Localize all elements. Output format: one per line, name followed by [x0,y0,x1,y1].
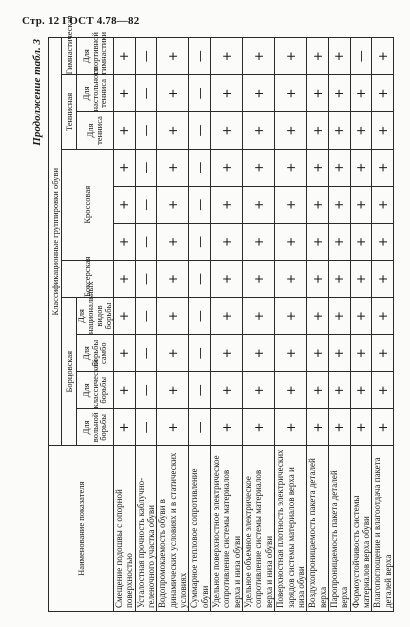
applicability-mark: + [114,38,136,75]
table-row [211,38,243,612]
applicability-mark: + [243,149,275,186]
applicability-mark: — [189,372,211,409]
indicator-label: Влагопоглощение и влагоотдача пакета деталей верха [372,446,394,612]
applicability-mark: + [157,38,189,75]
applicability-mark: — [135,223,157,260]
applicability-mark: + [211,112,243,149]
applicability-mark: — [135,186,157,223]
applicability-mark: + [211,409,243,446]
applicability-mark: + [372,260,394,297]
subcol-tennis: Для тенниса [77,112,114,149]
indicator-label: Формоустойчивость системы материалов верха обуви [350,446,372,612]
applicability-mark: + [211,298,243,335]
applicability-mark: + [275,149,307,186]
table-row [243,38,275,612]
applicability-mark: — [189,38,211,75]
applicability-mark: + [243,186,275,223]
applicability-mark: + [157,75,189,112]
applicability-mark: + [350,149,372,186]
applicability-mark: + [372,149,394,186]
applicability-mark: + [328,38,350,75]
applicability-mark: + [211,186,243,223]
applicability-mark: — [135,38,157,75]
applicability-mark: + [211,38,243,75]
indicator-label: Смещение подошвы с опорной поверхностью [114,446,136,612]
applicability-mark: + [211,372,243,409]
applicability-mark: + [372,75,394,112]
applicability-mark: + [328,223,350,260]
applicability-mark: + [372,298,394,335]
table-row [114,38,136,612]
applicability-mark: + [275,112,307,149]
table-row [372,38,394,612]
applicability-mark: + [307,38,329,75]
indicator-label: Суммарное тепловое сопротивление обуви [189,446,211,612]
table-row [307,38,329,612]
applicability-mark: + [275,372,307,409]
applicability-mark: + [307,409,329,446]
applicability-mark: + [275,38,307,75]
applicability-mark: + [350,186,372,223]
applicability-mark: + [211,223,243,260]
subcol-sambo: Для борьбы самбо [77,335,114,372]
applicability-mark: + [114,298,136,335]
applicability-mark: + [275,186,307,223]
applicability-mark: + [307,335,329,372]
applicability-mark: + [328,298,350,335]
applicability-mark: + [307,260,329,297]
applicability-mark: + [275,75,307,112]
applicability-mark: — [189,335,211,372]
applicability-mark: — [189,186,211,223]
applicability-mark: + [350,372,372,409]
applicability-mark: + [372,38,394,75]
applicability-mark: + [243,223,275,260]
applicability-mark: + [328,75,350,112]
table-row [189,38,211,612]
applicability-mark: + [211,260,243,297]
applicability-mark: + [114,372,136,409]
applicability-mark: + [350,75,372,112]
applicability-mark: + [114,149,136,186]
applicability-mark: + [307,298,329,335]
applicability-mark: + [372,112,394,149]
applicability-mark: + [114,260,136,297]
applicability-mark: + [307,149,329,186]
table-row [135,38,157,612]
indicator-label: Поверхностная плотность электрических зарядов системы материалов верха и низа обуви [275,446,307,612]
applicability-mark: + [243,260,275,297]
applicability-mark: + [114,223,136,260]
table-body [114,38,394,612]
applicability-mark: — [189,223,211,260]
applicability-mark: + [211,335,243,372]
applicability-mark: — [189,112,211,149]
applicability-mark: — [135,75,157,112]
applicability-mark: + [243,298,275,335]
applicability-mark: + [114,186,136,223]
applicability-mark: + [157,112,189,149]
applicability-mark: — [350,38,372,75]
applicability-mark: + [157,335,189,372]
applicability-mark: + [243,75,275,112]
applicability-mark: — [135,298,157,335]
applicability-mark: + [328,372,350,409]
applicability-mark: — [135,260,157,297]
applicability-mark: + [275,298,307,335]
indicator-header: Наименование показателя [49,446,114,612]
indicator-label: Паропроницаемость пакета деталей верха [328,446,350,612]
group-borcov: Борцовская [62,298,77,446]
classification-header: Классификационные группировки обуви [49,38,62,446]
indicator-label: Удельное поверхностное электрическое сопротивление системы материалов верха и низа обуви [211,446,243,612]
applicability-mark: + [114,335,136,372]
applicability-mark: + [157,298,189,335]
applicability-mark: + [307,223,329,260]
applicability-mark: + [275,260,307,297]
applicability-mark: + [114,112,136,149]
table-row [350,38,372,612]
applicability-mark: + [211,149,243,186]
applicability-mark: — [135,372,157,409]
applicability-mark: + [157,372,189,409]
applicability-mark: + [350,298,372,335]
indicator-label: Воздухопроницаемость пакета деталей верха [307,446,329,612]
subcol-national-wrestling: Для национальных видов борьбы [76,281,113,335]
applicability-mark: + [350,112,372,149]
applicability-mark: + [243,409,275,446]
applicability-mark: — [189,260,211,297]
applicability-mark: + [275,409,307,446]
applicability-mark: + [243,335,275,372]
applicability-mark: + [350,260,372,297]
applicability-mark: + [328,409,350,446]
applicability-mark: + [114,409,136,446]
applicability-mark: + [328,112,350,149]
group-tennis: Теннисная [62,75,77,149]
applicability-mark: + [328,186,350,223]
subcol-classic-wrestling: Для классической борьбы [77,372,114,409]
applicability-mark: + [372,186,394,223]
applicability-mark: + [243,38,275,75]
applicability-mark: + [350,335,372,372]
applicability-mark: + [328,335,350,372]
applicability-mark: + [243,372,275,409]
applicability-mark: — [189,409,211,446]
subcol-free-wrestling: Для вольной борьбы [77,409,114,446]
applicability-mark: + [350,223,372,260]
applicability-mark: + [328,149,350,186]
table-row [328,38,350,612]
applicability-mark: + [157,260,189,297]
applicability-mark: — [135,112,157,149]
applicability-mark: + [307,372,329,409]
applicability-mark: + [350,409,372,446]
applicability-mark: + [243,112,275,149]
group-kross: Кроссовая [62,149,114,260]
applicability-mark: + [372,335,394,372]
subcol-gymnastics: Для спортивной гимнастики [77,38,114,75]
applicability-mark: — [135,335,157,372]
applicability-mark: + [307,186,329,223]
applicability-mark: — [189,298,211,335]
applicability-mark: + [372,223,394,260]
indicator-label: Водопромокаемость обуви в динамических условиях и в статических условиях [157,446,189,612]
indicator-label: Усталостная прочность каблучно-геленочного участка обуви [135,446,157,612]
applicability-mark: + [157,186,189,223]
table-row [275,38,307,612]
applicability-mark: + [328,260,350,297]
applicability-mark: — [135,149,157,186]
applicability-mark: — [135,409,157,446]
applicability-mark: + [114,75,136,112]
group-gymn: Гимнастическая [62,38,77,75]
applicability-mark: + [157,149,189,186]
applicability-mark: + [157,223,189,260]
applicability-mark: + [372,372,394,409]
table-row [157,38,189,612]
applicability-mark: + [275,335,307,372]
applicability-mark: + [307,75,329,112]
group-boxer: Боксерская [62,260,114,297]
subcol-table-tennis: Для настольного тенниса [77,75,114,112]
applicability-mark: + [307,112,329,149]
applicability-mark: + [275,223,307,260]
applicability-mark: + [211,75,243,112]
page-header: Стр. 12 ГОСТ 4.78—82 [22,15,140,27]
applicability-mark: + [157,409,189,446]
indicator-label: Удельное объемное электрическое сопротивление системы материалов верха и низа обуви [243,446,275,612]
applicability-mark: + [372,409,394,446]
table-continuation-label: Продолжение табл. 3 [31,39,43,146]
applicability-mark: — [189,75,211,112]
applicability-mark: — [189,149,211,186]
